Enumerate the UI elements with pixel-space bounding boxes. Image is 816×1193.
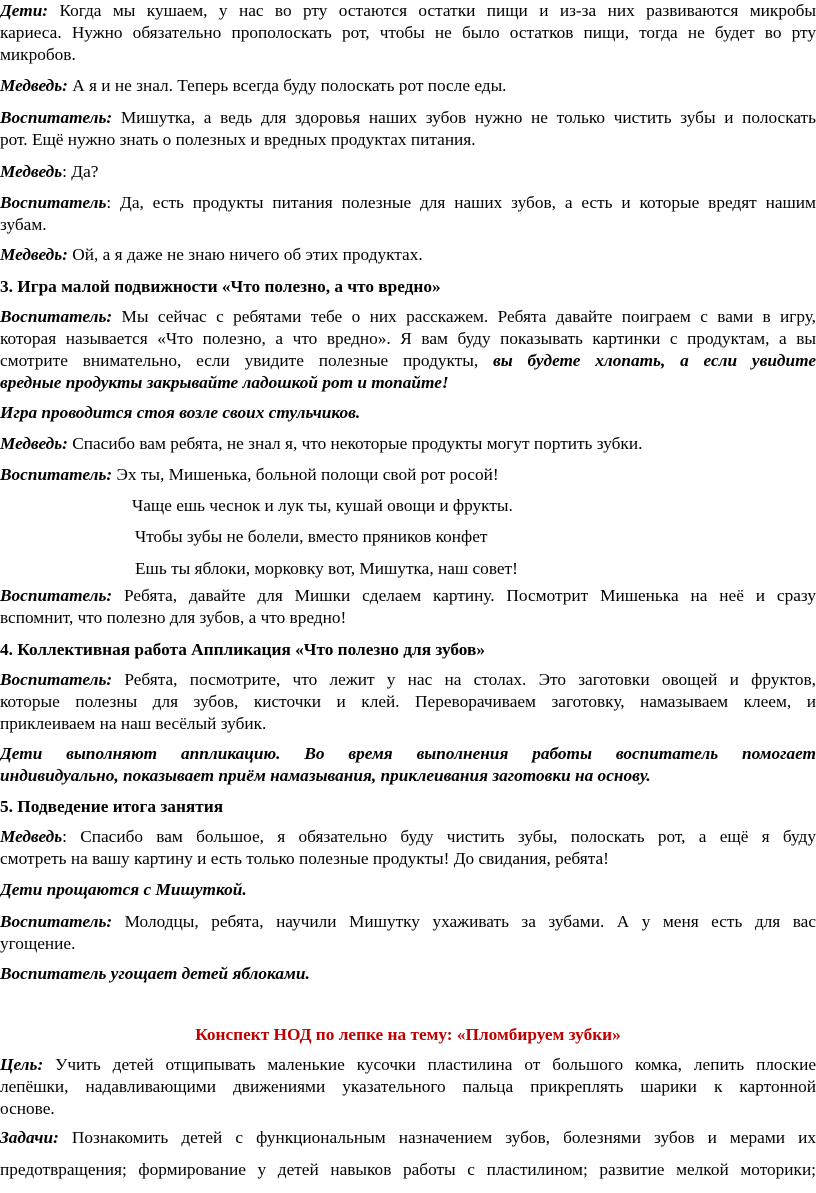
speaker-label: Воспитатель: — [0, 108, 113, 127]
heading-summary: 5. Подведение итога занятия — [0, 797, 224, 816]
speaker-label: Медведь — [0, 827, 63, 846]
paragraph-goal — [0, 1054, 816, 1120]
action-note-treat: Воспитатель угощает детей яблоками. — [0, 964, 310, 983]
paragraph-text: Спасибо вам ребята, не знал я, что некоторые продукты могут портить зубки. — [67, 434, 643, 453]
text-line: индивидуально, показывает приём намазывания, приклеивания заготовки на основу. — [0, 766, 651, 785]
paragraph-bear-3 — [0, 244, 816, 266]
text-line: : Спасибо вам большое, я обязательно буду чистить зубы, полоскать рот, а ещё я буду — [62, 827, 816, 846]
text-line: основе. — [0, 1099, 55, 1118]
action-note-game: Игра проводится стоя возле своих стульчиков. — [0, 403, 361, 422]
paragraph-teacher-6 — [0, 669, 816, 735]
text-line: смотрите внимательно, если увидите полезные продукты, — [0, 351, 493, 370]
text-line: Мы сейчас с ребятами тебе о них расскажем. Ребята давайте поиграем с вами в игру, — [112, 307, 816, 326]
text-line: приклеиваем на наш весёлый зубик. — [0, 714, 267, 733]
text-line: предотвращения; формирование у детей навыков работы с пластилином; развитие мелкой моторики; — [0, 1160, 816, 1179]
paragraph-text: Эх ты, Мишенька, больной полощи свой рот росой! — [112, 465, 499, 484]
speaker-label: Медведь: — [0, 245, 68, 264]
text-line: смотреть на вашу картину и есть только полезные продукты! До свидания, ребята! — [0, 849, 609, 868]
speaker-label: Медведь: — [0, 434, 68, 453]
speaker-label: Дети: — [0, 1, 49, 20]
speaker-label: Медведь: — [0, 76, 68, 95]
text-line: Молодцы, ребята, научили Мишутку ухаживать за зубами. А у меня есть для вас — [112, 912, 816, 931]
speaker-label: Воспитатель: — [0, 586, 113, 605]
paragraph-children-1 — [0, 0, 816, 66]
text-line: Ребята, давайте для Мишки сделаем картину. Посмотрит Мишенька на неё и сразу — [112, 586, 816, 605]
text-line: Учить детей отщипывать маленькие кусочки пластилина от большого комка, лепить плоские — [43, 1055, 816, 1074]
paragraph-text: : Да? — [62, 162, 99, 181]
text-line: угощение. — [0, 934, 76, 953]
text-line: лепёшки, надавливающими движениями указательного пальца прикреплять шарики к картонной — [0, 1077, 816, 1096]
paragraph-teacher-1 — [0, 107, 816, 151]
section-title: Конспект НОД по лепке на тему: «Пломбируем зубки» — [195, 1025, 621, 1044]
paragraph-text: Ой, а я даже не знаю ничего об этих продуктах. — [67, 245, 423, 264]
action-note-farewell: Дети прощаются с Мишуткой. — [0, 880, 247, 899]
paragraph-teacher-5 — [0, 585, 816, 629]
poem-line: Чаще ешь чеснок и лук ты, кушай овощи и фрукты. — [132, 496, 513, 515]
paragraph-teacher-2 — [0, 192, 816, 236]
text-line: Познакомить детей с функциональным назначением зубов, болезнями зубов и мерами их — [58, 1128, 816, 1147]
action-note-application — [0, 743, 816, 787]
speaker-label: Воспитатель: — [0, 912, 113, 931]
text-line: рот. Ещё нужно знать о полезных и вредных продуктах питания. — [0, 130, 476, 149]
poem-line: Ешь ты яблоки, морковку вот, Мишутка, наш совет! — [135, 559, 518, 578]
speaker-label: Медведь — [0, 162, 63, 181]
text-line: Ребята, посмотрите, что лежит у нас на столах. Это заготовки овощей и фруктов, — [112, 670, 816, 689]
text-line: : Да, есть продукты питания полезные для наших зубов, а есть и которые вредят нашим — [106, 193, 816, 212]
text-line: Когда мы кушаем, у нас во рту остаются остатки пищи и из-за них развиваются микробы — [48, 1, 816, 20]
heading-application: 4. Коллективная работа Аппликация «Что полезно для зубов» — [0, 640, 485, 659]
emphasis-text: вредные продукты закрывайте ладошкой рот и топайте! — [0, 373, 449, 392]
paragraph-bear-4 — [0, 433, 816, 455]
paragraph-bear-5 — [0, 826, 816, 870]
paragraph-tasks — [0, 1127, 816, 1181]
speaker-label: Воспитатель: — [0, 465, 113, 484]
speaker-label: Задачи: — [0, 1128, 59, 1147]
text-line: Мишутка, а ведь для здоровья наших зубов нужно не только чистить зубы и полоскать — [112, 108, 816, 127]
text-line: кариеса. Нужно обязательно прополоскать рот, чтобы не было остатков пищи, тогда не будет во рту — [0, 23, 816, 42]
text-line: вспомнит, что полезно для зубов, а что вредно! — [0, 608, 347, 627]
poem-line: Чтобы зубы не болели, вместо пряников конфет — [135, 527, 488, 546]
text-line: которая называется «Что полезно, а что вредно». Я вам буду показывать картинки с продуктам, а вы — [0, 329, 816, 348]
paragraph-teacher-4 — [0, 464, 816, 486]
text-line: микробов. — [0, 45, 76, 64]
speaker-label: Воспитатель: — [0, 307, 113, 326]
paragraph-bear-2 — [0, 161, 816, 183]
paragraph-text: А я и не знал. Теперь всегда буду полоскать рот после еды. — [67, 76, 507, 95]
speaker-label: Воспитатель — [0, 193, 107, 212]
heading-game: 3. Игра малой подвижности «Что полезно, а что вредно» — [0, 277, 441, 296]
text-line: Дети выполняют аппликацию. Во время выполнения работы воспитатель помогает — [0, 744, 816, 763]
text-line: зубам. — [0, 215, 47, 234]
paragraph-teacher-7 — [0, 911, 816, 955]
speaker-label: Цель: — [0, 1055, 44, 1074]
text-line: которые полезны для зубов, кисточки и клей. Переворачиваем заготовку, намазываем клеем, и — [0, 692, 816, 711]
speaker-label: Воспитатель: — [0, 670, 113, 689]
paragraph-bear-1 — [0, 75, 816, 97]
paragraph-teacher-3 — [0, 306, 816, 394]
emphasis-text: вы будете хлопать, а если увидите — [492, 351, 816, 370]
